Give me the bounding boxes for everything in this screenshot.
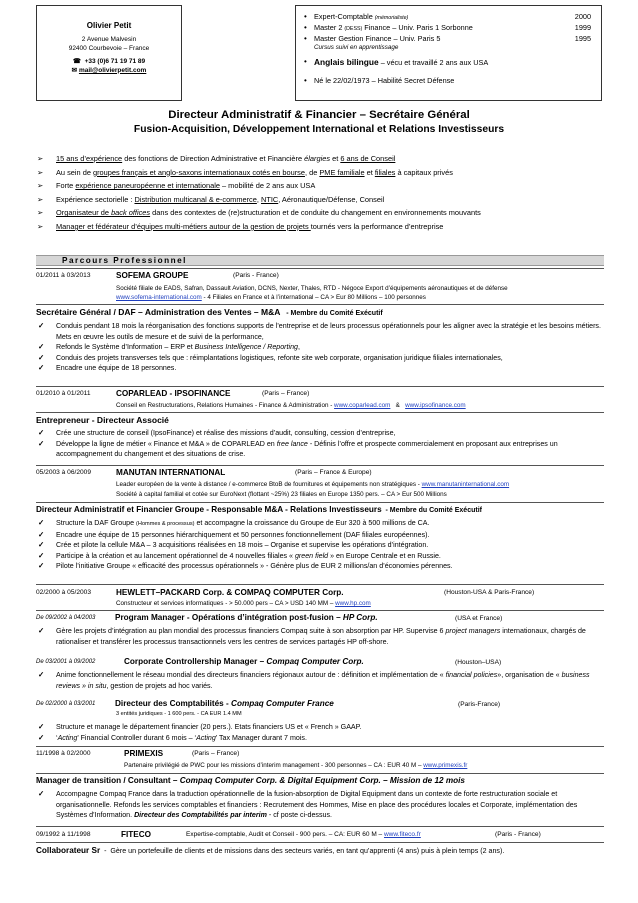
bullet-item: ✓ Anime fonctionnellement le réseau mondial des directeurs financiers régionaux autour de : définition et implémentation de « financial policies», organisation de « business reviews » in situ, gestion de projets ad hoc variés. xyxy=(36,670,604,691)
bullet-item: ✓ Structure la DAF Groupe (Hommes & processus) et accompagne la croissance du Groupe de Eur 320 à 500 millions de CA. xyxy=(36,518,604,530)
divider xyxy=(36,584,604,585)
address-line-2: 92400 Courbevoie – France xyxy=(68,44,150,52)
job-date: 09/1992 à 11/1998 xyxy=(36,831,91,838)
position-role: Corporate Controllership Manager – Compaq Computer Corp. xyxy=(124,657,364,666)
job-bullets xyxy=(36,670,604,691)
email-link[interactable]: mail@olivierpetit.com xyxy=(78,66,147,74)
highlight-item: ➢ 15 ans d’expérience des fonctions de Direction Administrative et Financière élargies et 6 ans de Conseil xyxy=(36,152,608,166)
qualifications-box xyxy=(295,5,602,101)
company-link[interactable]: www.coparlead.com xyxy=(334,402,391,409)
bullet-item: ✓ Refonds le Système d’Information – ERP et Business Intelligence / Reporting, xyxy=(36,342,604,353)
qualification-item: • Master 2 (DESS) Finance – Univ. Paris 1 Sorbonne 1999 xyxy=(304,23,591,34)
divider xyxy=(36,773,604,774)
position-role: Program Manager - Opérations d’intégration post-fusion – HP Corp. xyxy=(115,613,378,622)
company-link[interactable]: www.hp.com xyxy=(335,600,371,607)
highlight-item: ➢ Au sein de groupes français et anglo-saxons internationaux cotés en bourse, de PME familiale et filiales à capitaux privés xyxy=(36,166,608,180)
job-role: Entrepreneur - Directeur Associé xyxy=(36,415,169,425)
highlight-item: ➢ Organisateur de back offices dans des contextes de (re)structuration et de conduite du changement en environnements mouvants xyxy=(36,206,608,220)
company-link[interactable]: www.fiteco.fr xyxy=(383,831,421,838)
qualification-item: • Anglais bilingue – vécu et travaillé 2 ans aux USA xyxy=(304,57,591,69)
company-link[interactable]: www.primexis.fr xyxy=(423,762,468,769)
job-role: Directeur Administratif et Financier Groupe - Responsable M&A - Relations Investisseurs - Membre du Comité Exécutif xyxy=(36,505,482,514)
divider xyxy=(36,746,604,747)
company-link[interactable]: www.sofema-international.com xyxy=(116,294,202,301)
company-description: Partenaire privilégié de PWC pour les missions d’interim management - 300 personnes – CA : EUR 40 M – www.primexis.fr xyxy=(124,762,468,769)
job-location: (Paris - France) xyxy=(233,272,279,279)
company-name: COPARLEAD - IPSOFINANCE xyxy=(116,389,231,398)
job-bullets xyxy=(36,626,604,647)
job-date: 05/2003 à 06/2009 xyxy=(36,469,92,476)
bullet-item: ✓ ‘Acting’ Financial Controller durant 6 mois – ‘Acting’ Tax Manager durant 7 mois. xyxy=(36,733,604,744)
bullet-item: ✓ Pilote l’initiative Groupe « efficacité des processus opérationnels » - Génère plus de EUR 2 millions/an d’économies pérennes. xyxy=(36,561,604,572)
highlights-list xyxy=(36,152,608,234)
position-description: 3 entités juridiques - 1 600 pers. - CA EUR 1.4 MM xyxy=(116,711,242,717)
job-role: Manager de transition / Consultant – Compaq Computer Corp. & Digital Equipment Corp. – Mission de 12 mois xyxy=(36,776,465,785)
page-subtitle: Fusion-Acquisition, Développement International et Relations Investisseurs xyxy=(133,124,505,135)
company-description: Constructeur et services informatiques - > 50.000 pers – CA > USD 140 MM – www.hp.com xyxy=(116,600,371,607)
job-date: 01/2011 à 03/2013 xyxy=(36,272,91,279)
phone-row xyxy=(37,57,181,66)
divider xyxy=(36,502,604,503)
divider xyxy=(36,386,604,387)
bullet-item: ✓ Accompagne Compaq France dans la traduction opérationnelle de la fusion-absorption de Digital Equipment dans un contexte de forte restructuration sociale et organisationnelle. Refonds les services comptables et financiers : Recrutement des Hommes, Mise en place des procédures locales et Corporate, implémentation des Systèmes d’Information. Directeur des Comptabilités par interim - cf poste ci-dessus. xyxy=(36,789,604,821)
divider xyxy=(36,268,604,269)
company-name: FITECO xyxy=(121,830,152,839)
position-date: De 03/2001 à 09/2002 xyxy=(36,659,96,665)
qualification-item: • Expert-Comptable (mémorialiste) 2000 xyxy=(304,12,591,23)
qualification-year: 1999 xyxy=(574,22,591,32)
job-date: 11/1998 à 02/2000 xyxy=(36,750,91,757)
bullet-item: ✓ Conduis pendant 18 mois la réorganisation des fonctions supports de l’entreprise et de leurs processus opérationnels pour les aligner avec la stratégie et les besoins métiers. Mets en œuvre les outils de mesure et de suivi de la performance, xyxy=(36,321,604,342)
phone-number: +33 (0)6 71 19 71 89 xyxy=(84,57,146,65)
candidate-name: Olivier Petit xyxy=(86,21,132,30)
bullet-item: ✓ Développe la ligne de métier « Finance et M&A » de COPARLEAD en free lance - Définis l’offre et prospecte commercialement en proposant aux entreprises un accompagnement du changement et des situations de crise. xyxy=(36,439,604,460)
mail-icon: ✉ xyxy=(71,66,78,74)
bullet-item: ✓ Gère les projets d’intégration au plan mondial des processus financiers Compaq suite à son absorption par HP. Supervise 6 project managers internationaux, chargés de rationaliser et transférer les processus transactionnels vers les centres de services partagés HP off-shore. xyxy=(36,626,604,647)
highlight-item: ➢ Manager et fédérateur d’équipes multi-métiers autour de la gestion de projets tournés vers la performance d’entreprise xyxy=(36,220,608,234)
bullet-item: ✓ Encadre une équipe de 18 personnes. xyxy=(36,363,604,374)
position-date: De 09/2002 à 04/2003 xyxy=(36,615,96,621)
position-location: (Paris-France) xyxy=(458,701,501,708)
contact-box xyxy=(36,5,182,101)
divider xyxy=(36,304,604,305)
job-date: 02/2000 à 05/2003 xyxy=(36,589,92,596)
divider xyxy=(36,610,604,611)
qualification-item: • Né le 22/02/1973 – Habilité Secret Défense xyxy=(304,76,591,87)
highlight-item: ➢ Forte expérience paneuropéenne et internationale – mobilité de 2 ans aux USA xyxy=(36,179,608,193)
company-description: Conseil en Restructurations, Relations Humaines - Finance & Administration - www.coparlead.com & www.ipsofinance.com xyxy=(116,402,466,409)
position-role: Directeur des Comptabilités - Compaq Computer France xyxy=(115,699,334,708)
job-date: 01/2010 à 01/2011 xyxy=(36,390,91,397)
company-name: SOFEMA GROUPE xyxy=(116,271,189,280)
company-description: Société à capital familial et cotée sur EuroNext (flottant ~25%) 23 filiales en Europe 1350 pers. – CA > Eur 500 Millions xyxy=(116,491,447,498)
section-header: Parcours Professionnel xyxy=(36,255,604,266)
job-role: Collaborateur Sr - Gère un portefeuille de clients et de missions dans des secteurs variés, en tant qu’apprenti (4 ans) puis à plein temps (2 ans). xyxy=(36,846,505,855)
job-location: (Paris – France & Europe) xyxy=(295,469,372,476)
divider xyxy=(36,842,604,843)
job-bullets xyxy=(36,321,604,374)
divider xyxy=(36,826,604,827)
job-role: Secrétaire Général / DAF – Administration des Ventes – M&A - Membre du Comité Exécutif xyxy=(36,307,383,317)
qualification-year: 1995 xyxy=(574,33,591,43)
divider xyxy=(36,465,604,466)
bullet-item: ✓ Participe à la création et au lancement opérationnel de 4 nouvelles filiales « green field » en Europe Centrale et en Russie. xyxy=(36,551,604,562)
divider xyxy=(36,412,604,413)
position-location: (USA et France) xyxy=(455,615,503,622)
phone-icon: ☎ xyxy=(72,57,81,65)
job-location: (Paris – France) xyxy=(192,750,240,757)
qualification-year: 2000 xyxy=(574,12,591,21)
qualification-item: • Master Gestion Finance – Univ. Paris 5 1995 Cursus suivi en apprentissage xyxy=(304,34,591,52)
job-bullets xyxy=(36,518,604,572)
job-bullets xyxy=(36,789,604,821)
job-location: (Paris – France) xyxy=(262,390,310,397)
position-date: De 02/2000 à 03/2001 xyxy=(36,701,96,707)
company-link[interactable]: www.ipsofinance.com xyxy=(405,402,466,409)
bullet-item: ✓ Conduis des projets transverses tels que : réimplantations logistiques, refonte site web corporate, organisation juridique filiales internationales, xyxy=(36,353,604,364)
job-location: (Paris - France) xyxy=(495,831,541,838)
company-link[interactable]: www.manutaninternational.com xyxy=(421,481,510,488)
bullet-item: ✓ Structure et manage le département financier (20 pers.). Etats financiers US et « French » GAAP. xyxy=(36,722,604,733)
company-description: Société filiale de EADS, Safran, Dassault Aviation, DCNS, Nexter, Thales, RTD - Négoce Export d’équipements aéronautiques et de défense xyxy=(116,285,508,292)
company-description: Expertise-comptable, Audit et Conseil - 900 pers. – CA: EUR 60 M – www.fiteco.fr xyxy=(186,831,421,838)
job-bullets xyxy=(36,428,604,460)
highlight-item: ➢ Expérience sectorielle : Distribution multicanal & e-commerce, NTIC, Aéronautique/Défense, Conseil xyxy=(36,193,608,207)
company-name: PRIMEXIS xyxy=(124,749,164,758)
bullet-item: ✓ Crée une structure de conseil (IpsoFinance) et réalise des missions d’audit, consulting, cession d’entreprise, xyxy=(36,428,604,439)
company-name: HEWLETT–PACKARD Corp. & COMPAQ COMPUTER Corp. xyxy=(116,588,344,597)
page-title: Directeur Administratif & Financier – Secrétaire Général xyxy=(168,109,470,121)
position-location: (Houston–USA) xyxy=(455,659,502,666)
job-bullets xyxy=(36,722,604,743)
company-description: Leader européen de la vente à distance / e-commerce BtoB de fournitures et équipements non stratégiques - www.manutaninternational.com xyxy=(116,481,510,488)
bullet-item: ✓ Encadre une équipe de 15 personnes hiérarchiquement et 50 personnes fonctionnellement (DAF filiales européennes). xyxy=(36,530,604,541)
bullet-item: ✓ Crée et pilote la cellule M&A – 3 acquisitions réalisées en 18 mois – Organise et supervise les opérations d’intégration. xyxy=(36,540,604,551)
address-line-1: 2 Avenue Malvesin xyxy=(81,36,137,43)
company-description: www.sofema-international.com - 4 Filiales en France et à l’international – CA > Eur 80 Millions – 100 personnes xyxy=(116,294,426,301)
job-location: (Houston-USA & Paris-France) xyxy=(444,589,535,596)
company-name: MANUTAN INTERNATIONAL xyxy=(116,468,226,477)
email-row xyxy=(37,66,181,75)
